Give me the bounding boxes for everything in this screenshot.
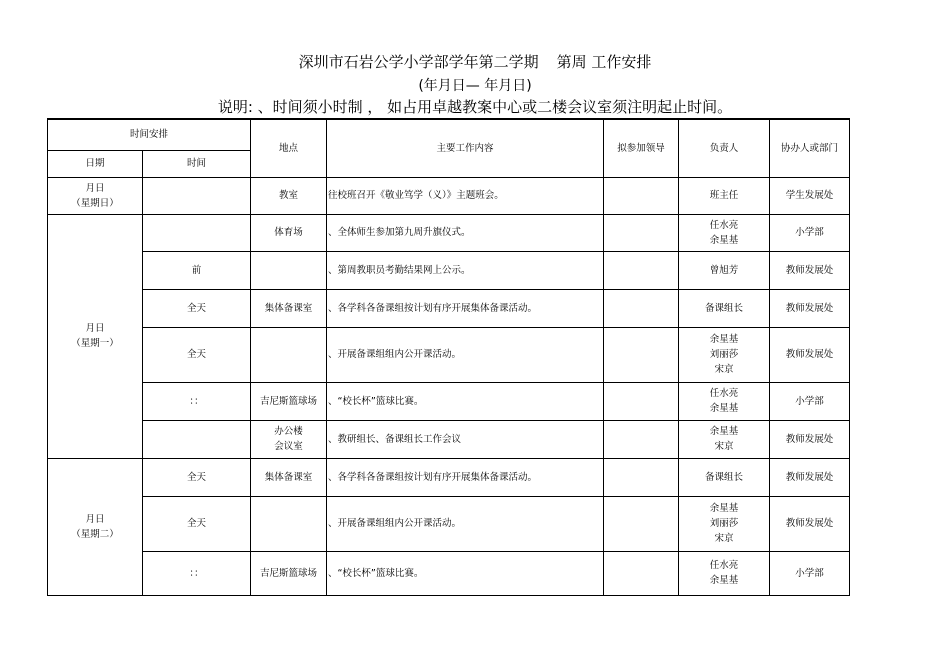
owner-cell-line: 班主任 [709, 190, 739, 201]
table-row [48, 214, 850, 251]
dept-cell: 教师发展处 [770, 327, 850, 382]
leader-cell [604, 177, 679, 214]
place-cell [251, 420, 327, 458]
place-cell-line: 集体备课室 [264, 471, 313, 483]
table-row [48, 420, 850, 458]
leader-cell [604, 382, 679, 420]
header-date: 日期 [48, 150, 143, 177]
owner-cell-line: 余星基 [709, 575, 739, 586]
place-cell [251, 496, 327, 551]
content-cell: 、开展备课组组内公开课活动。 [327, 327, 604, 382]
time-cell: 全天 [143, 289, 251, 327]
header-leader: 拟参加领导 [604, 119, 679, 177]
dept-cell: 小学部 [770, 551, 850, 595]
dept-cell: 小学部 [770, 382, 850, 420]
time-cell [143, 177, 251, 214]
content-cell: 往校班召开《敬业笃学（义）》主题班会。 [327, 177, 604, 214]
table-row [48, 496, 850, 551]
content-cell: 、教研组长、备课组长工作会议 [327, 420, 604, 458]
owner-cell [679, 420, 770, 458]
time-cell [143, 214, 251, 251]
place-cell-line: 体育场 [274, 227, 303, 238]
date-cell-line: 月日 [85, 323, 105, 334]
content-cell: 、各学科各备课组按计划有序开展集体备课活动。 [327, 289, 604, 327]
leader-cell [604, 420, 679, 458]
owner-cell [679, 551, 770, 595]
owner-cell-line: 任水亮 [709, 219, 739, 231]
header-dept: 协办人或部门 [770, 119, 850, 177]
place-cell [251, 177, 327, 214]
table-row [48, 458, 850, 496]
table-row [48, 551, 850, 595]
owner-cell-line: 余星基 [709, 503, 739, 514]
dept-cell: 教师发展处 [770, 289, 850, 327]
owner-cell [679, 289, 770, 327]
owner-cell-line: 备课组长 [705, 471, 744, 483]
weekly-schedule-table [47, 118, 850, 596]
header-owner: 负责人 [679, 119, 770, 177]
owner-cell-line: 刘丽莎 [709, 349, 739, 360]
place-cell-line: 会议室 [274, 441, 303, 452]
owner-cell-line: 宋京 [714, 533, 734, 544]
title-week: 第周 工作安排 [556, 53, 652, 71]
content-cell: 、第周教职员考勤结果网上公示。 [327, 251, 604, 289]
owner-cell [679, 327, 770, 382]
dept-cell: 教师发展处 [770, 496, 850, 551]
date-cell [48, 214, 143, 458]
place-cell-line: 办公楼 [274, 426, 303, 437]
date-cell-line: 月日 [85, 182, 105, 194]
owner-cell-line: 备课组长 [705, 302, 744, 314]
owner-cell-line: 刘丽莎 [709, 518, 739, 529]
place-cell-line: 教室 [279, 190, 299, 201]
dept-cell: 教师发展处 [770, 458, 850, 496]
leader-cell [604, 214, 679, 251]
owner-cell-line: 余星基 [709, 234, 739, 246]
place-cell [251, 251, 327, 289]
date-cell [48, 177, 143, 214]
owner-cell-line: 宋京 [714, 364, 734, 375]
title-school-term: 深圳市石岩公学小学部学年第二学期 [298, 53, 539, 71]
dept-cell: 教师发展处 [770, 420, 850, 458]
time-cell [143, 420, 251, 458]
time-cell: ：： [143, 382, 251, 420]
date-cell [48, 458, 143, 595]
time-cell: 全天 [143, 327, 251, 382]
owner-cell [679, 496, 770, 551]
instructions-note: 说明: 、时间须小时制 ， 如占用卓越教案中心或二楼会议室须注明起止时间。 [217, 98, 733, 116]
table-row [48, 289, 850, 327]
table-row [48, 251, 850, 289]
leader-cell [604, 327, 679, 382]
owner-cell-line: 宋京 [714, 441, 734, 452]
place-cell [251, 289, 327, 327]
owner-cell [679, 177, 770, 214]
place-cell-line: 吉尼斯篮球场 [260, 395, 318, 407]
content-cell: 、“校长杯”篮球比赛。 [327, 382, 604, 420]
place-cell [251, 327, 327, 382]
owner-cell [679, 251, 770, 289]
page-title [0, 51, 950, 72]
time-cell: ：： [143, 551, 251, 595]
owner-cell-line: 余星基 [709, 334, 739, 345]
owner-cell-line: 余星基 [709, 403, 739, 414]
table-row [48, 382, 850, 420]
header-place: 地点 [251, 119, 327, 177]
time-cell: 前 [143, 251, 251, 289]
content-cell: 、“校长杯”篮球比赛。 [327, 551, 604, 595]
date-cell-line: （星期一） [71, 338, 119, 349]
time-cell: 全天 [143, 458, 251, 496]
dept-cell: 小学部 [770, 214, 850, 251]
content-cell: 、全体师生参加第九周升旗仪式。 [327, 214, 604, 251]
owner-cell-line: 任水亮 [709, 560, 739, 571]
owner-cell [679, 458, 770, 496]
owner-cell [679, 214, 770, 251]
header-time-group: 时间安排 [48, 119, 251, 150]
owner-cell-line: 余星基 [709, 426, 739, 437]
leader-cell [604, 251, 679, 289]
owner-cell [679, 382, 770, 420]
place-cell-line: 吉尼斯篮球场 [260, 567, 318, 579]
place-cell [251, 214, 327, 251]
owner-cell-line: 任水亮 [709, 388, 739, 399]
content-cell: 、各学科各备课组按计划有序开展集体备课活动。 [327, 458, 604, 496]
date-cell-line: 月日 [85, 513, 105, 525]
content-cell: 、开展备课组组内公开课活动。 [327, 496, 604, 551]
dept-cell: 学生发展处 [770, 177, 850, 214]
owner-cell-line: 曾旭芳 [709, 264, 739, 276]
leader-cell [604, 289, 679, 327]
time-cell: 全天 [143, 496, 251, 551]
leader-cell [604, 458, 679, 496]
place-cell-line: 集体备课室 [264, 302, 313, 314]
dept-cell: 教师发展处 [770, 251, 850, 289]
place-cell [251, 551, 327, 595]
table-row [48, 177, 850, 214]
place-cell [251, 382, 327, 420]
date-cell-line: （星期二） [71, 528, 119, 540]
header-content: 主要工作内容 [327, 119, 604, 177]
leader-cell [604, 551, 679, 595]
table-row [48, 327, 850, 382]
date-cell-line: （星期日） [71, 197, 119, 209]
date-range-subtitle: (年月日— 年月日) [418, 78, 532, 94]
place-cell [251, 458, 327, 496]
leader-cell [604, 496, 679, 551]
header-time: 时间 [143, 150, 251, 177]
